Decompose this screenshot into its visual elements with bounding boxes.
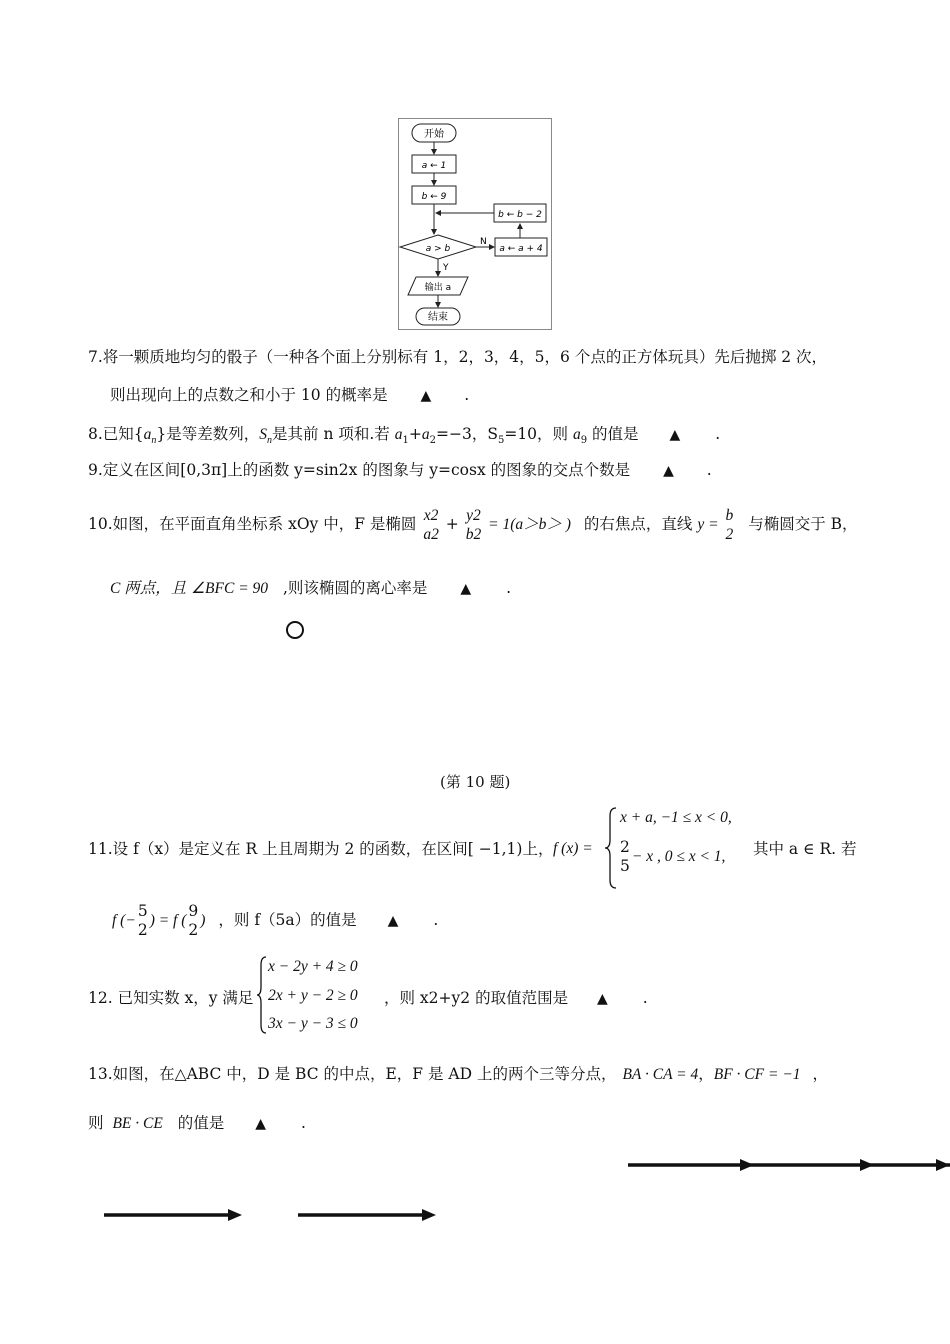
q8-a9: a [572,426,581,443]
question-9 [88,460,712,481]
question-10-line-1 [88,504,858,545]
q7-text-1: 7.将一颗质地均匀的骰子（一种各个面上分别标有 1，2，3，4，5，6 个点的正方体玩具）先后抛掷 2 次， [88,348,828,366]
q8-mid5: 的值是 [587,425,639,443]
q11-case-2-rest: − x , 0 ≤ x < 1, [631,848,726,865]
answer-blank-mark: ▲ [663,463,674,479]
flow-a-update-label: a ← a + 4 [499,244,543,254]
q11-case-2 [620,838,725,876]
q8-S: S [259,426,268,443]
q11-period: . [433,911,439,929]
flow-a-init-label: a ← 1 [421,161,447,171]
q10-plus: + [445,515,459,533]
flow-output-label: 输出 a [424,283,452,293]
q11-f1: f (− [112,912,136,929]
q7-text-2: 则出现向上的点数之和小于 10 的概率是 [110,386,388,404]
flow-yes-label: Y [443,263,449,273]
flow-b-update-label: b ← b − 2 [498,210,542,220]
q8-mid4: =10，则 [504,425,573,443]
q8-prefix: 8.已知{ [88,425,144,443]
question-10-line-2 [110,578,511,599]
q11-function-name: f (x) = [553,840,593,857]
vector-arrow-1 [104,1207,244,1223]
q13-text-2a: 则 [88,1114,104,1132]
answer-blank-mark: ▲ [420,388,432,404]
q12-constraint-1: x − 2y + 4 ≥ 0 [268,958,358,975]
q13-comma: ， [812,1065,829,1083]
q13-sep: ， [698,1065,714,1083]
answer-blank-mark: ▲ [255,1116,266,1132]
frac-num: b [725,507,734,524]
q9-period: . [706,461,712,479]
circle-symbol [286,621,304,639]
q7-period: . [464,386,470,404]
vector-arrows-right [628,1157,950,1173]
q10-angle: ∠BFC = 90 [191,580,269,597]
q8-a1: a [394,426,403,443]
q13-vector-eq-2: BF · CF = −1 [713,1066,801,1083]
fraction-y2-b2 [466,506,482,544]
q13-text-1: 13.如图，在△ABC 中，D 是 BC 的中点，E，F 是 AD 上的两个三等分点， [88,1065,617,1083]
vector-arrow-2 [298,1207,438,1223]
fraction-9-2 [188,902,198,940]
frac-num: x2 [423,507,439,524]
q8-sub9: 9 [580,435,588,447]
frac-den: 2 [188,921,199,939]
q8-mid3: =−3，S [435,425,498,443]
figure-caption-10: (第 10 题) [440,773,511,791]
q9-text: 9.定义在区间[0,3π]上的函数 y=sin2x 的图象与 y=cosx 的图象的交点个数是 [88,461,631,479]
q8-seq-a: a [143,426,152,443]
q8-sub-n2: n [267,435,273,447]
q10-prefix: 10.如图，在平面直角坐标系 xOy 中，F 是椭圆 [88,515,417,533]
answer-blank-mark: ▲ [669,427,681,443]
question-13-line-1 [88,1064,828,1085]
frac-num: 9 [188,902,199,920]
fraction-b-2 [726,506,734,544]
question-11-prefix [88,839,553,859]
frac-num: y2 [466,507,481,524]
answer-blank-mark: ▲ [597,991,608,1007]
flow-b-init-label: b ← 9 [421,192,447,202]
q10-line-eq: y = [697,516,719,533]
q11-text: ，则 f（5a）的值是 [218,911,357,929]
fraction-2-5 [620,838,630,876]
flow-end-label: 结束 [428,312,448,323]
q13-vector-eq-1: BA · CA = 4 [622,1066,699,1083]
q10-line2b: ,则该椭圆的离心率是 [282,579,428,597]
q10-line2a: C 两点，且 [110,580,187,597]
question-7-line-1 [88,347,827,367]
q12-period: . [642,989,648,1007]
q12-constraint-3: 3x − y − 3 ≤ 0 [268,1015,358,1032]
frac-den: 2 [725,526,734,543]
q13-text-2b: 的值是 [177,1114,225,1132]
answer-blank-mark: ▲ [460,581,472,597]
q11-case-1: x + a, −1 ≤ x < 0, [620,809,732,826]
question-8 [88,424,720,451]
q8-sub1: 1 [402,435,409,447]
q8-sub-n: n [151,435,157,447]
fraction-x2-a2 [423,506,439,544]
q13-vector-product: BE · CE [112,1115,163,1132]
q11-mid: ) = f ( [149,912,187,929]
q8-mid2: 是其前 n 项和.若 [272,425,395,443]
q11-suffix: 其中 a ∈ R. 若 [753,840,857,858]
flow-no-label: N [480,237,487,247]
question-12-prefix: 12. 已知实数 x，y 满足 [88,989,254,1007]
q10-mid: 的右焦点，直线 [583,515,693,533]
q10-ellipse-eq: = 1(a＞b＞ ) [488,516,571,533]
q8-mid1: }是等差数列， [156,425,260,443]
q8-a2: a [421,426,430,443]
answer-blank-mark: ▲ [387,913,399,929]
frac-den: 5 [620,857,630,875]
q8-sub5: 5 [497,435,505,447]
question-7-line-2 [110,385,469,406]
frac-den: a2 [423,526,439,543]
q12-suffix: ，则 x2+y2 的取值范围是 [384,989,569,1007]
q8-period: . [715,425,721,443]
flow-condition-label: a > b [425,244,451,254]
frac-num: 5 [137,902,148,920]
q12-constraint-2: 2x + y − 2 ≥ 0 [268,987,358,1004]
fraction-5-2 [138,902,148,940]
q10-suffix: 与椭圆交于 B， [748,515,858,533]
question-12-suffix [384,988,648,1009]
q13-period: . [300,1114,306,1132]
frac-num: 2 [620,838,630,856]
flow-start-label: 开始 [424,129,444,140]
frac-den: 2 [137,921,148,939]
left-brace [604,806,618,890]
q10-period: . [506,579,512,597]
flowchart [398,118,552,330]
q11-close: ) [200,912,206,929]
frac-den: b2 [465,526,482,543]
left-brace [256,955,268,1035]
q8-plus: + [408,425,422,443]
question-11-line-2 [112,902,438,940]
q11-prefix: 11.设 f（x）是定义在 R 上且周期为 2 的函数，在区间[ −1,1)上， [88,840,554,858]
q8-sub2: 2 [429,435,436,447]
question-13-line-2 [88,1113,306,1134]
